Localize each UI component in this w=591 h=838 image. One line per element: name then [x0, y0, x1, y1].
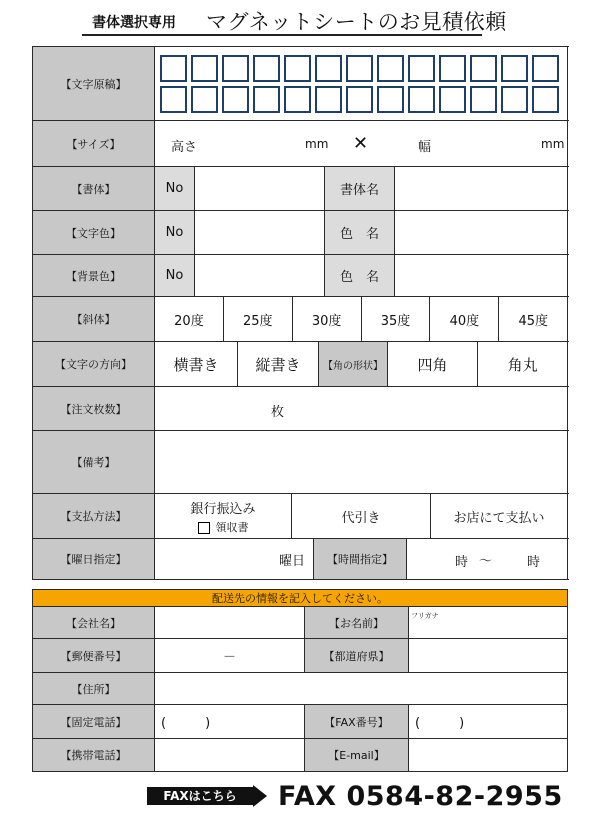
text-color-no-input[interactable]	[195, 211, 325, 255]
pay-bank: 銀行振込み	[190, 502, 256, 517]
address-label: 【住所】	[33, 673, 155, 705]
font-name-input[interactable]	[395, 167, 568, 211]
direction-label: 【文字の方向】	[33, 342, 155, 387]
italic-option[interactable]: 45度	[518, 313, 548, 329]
text-color-name-label: 色 名	[325, 211, 395, 255]
fax-input[interactable]	[409, 705, 568, 739]
phone-label: 【固定電話】	[33, 705, 155, 739]
time-tilde: ～	[479, 554, 493, 569]
arrow-right-icon	[253, 785, 267, 807]
delivery-table	[32, 589, 568, 772]
company-input[interactable]	[155, 607, 305, 639]
italic-options-cell	[155, 297, 568, 342]
time-to: 時	[527, 555, 541, 570]
email-input[interactable]	[409, 739, 568, 772]
pay-label: 【支払方法】	[33, 494, 155, 539]
corner-round[interactable]: 角丸	[507, 355, 538, 374]
prefecture-label: 【都道府県】	[305, 639, 409, 673]
header-subtitle: 書体選択専用	[92, 15, 176, 31]
corner-label: 【角の形状】	[319, 342, 388, 386]
size-height-label: 高さ	[171, 140, 198, 155]
font-no-label: No	[155, 167, 195, 211]
time-input[interactable]	[407, 539, 567, 579]
direction-corner-cell	[155, 342, 568, 387]
bg-color-name-input[interactable]	[395, 255, 568, 297]
header-title: マグネットシートのお見積依頼	[206, 10, 507, 34]
email-label: 【E-mail】	[305, 739, 409, 772]
time-label: 【時間指定】	[314, 539, 407, 579]
qty-input[interactable]	[155, 387, 568, 431]
bg-color-name-label: 色 名	[325, 255, 395, 297]
pay-bank-cell[interactable]	[155, 494, 292, 538]
company-label: 【会社名】	[33, 607, 155, 639]
title-underline	[82, 34, 482, 36]
text-char-boxes[interactable]	[155, 55, 567, 113]
font-label: 【書体】	[33, 167, 155, 211]
fax-paren: ( )	[415, 716, 465, 731]
direction-vertical[interactable]: 縦書き	[238, 342, 319, 386]
pay-store[interactable]: お店にて支払い	[453, 510, 545, 526]
font-name-label: 書体名	[325, 167, 395, 211]
fax-here-label: FAXはこちら	[147, 787, 253, 805]
qty-unit: 枚	[271, 405, 285, 420]
size-mm-1: mm	[305, 137, 329, 151]
delivery-banner: 配送先の情報を記入してください。	[33, 590, 568, 607]
size-width-label: 幅	[418, 140, 432, 155]
receipt-label: 領収書	[215, 521, 249, 534]
bg-color-no-label: No	[155, 255, 195, 297]
italic-option[interactable]: 35度	[362, 297, 431, 341]
name-label: 【お名前】	[305, 607, 409, 639]
notes-label: 【備考】	[33, 431, 155, 494]
prefecture-input[interactable]	[409, 639, 568, 673]
day-unit: 曜日	[278, 553, 305, 569]
name-input[interactable]	[409, 607, 568, 639]
postal-label: 【郵便番号】	[33, 639, 155, 673]
mobile-label: 【携帯電話】	[33, 739, 155, 772]
bg-color-no-input[interactable]	[195, 255, 325, 297]
corner-square[interactable]: 四角	[388, 342, 478, 386]
size-input[interactable]	[155, 121, 568, 167]
address-input[interactable]	[155, 673, 568, 705]
receipt-checkbox[interactable]	[198, 522, 210, 534]
fax-here-arrow	[147, 785, 269, 807]
header	[0, 4, 591, 34]
fax-label: 【FAX番号】	[305, 705, 409, 739]
text-label: 【文字原稿】	[33, 47, 155, 121]
notes-input[interactable]	[155, 431, 568, 494]
day-input[interactable]	[155, 539, 314, 579]
qty-label: 【注文枚数】	[33, 387, 155, 431]
text-color-no-label: No	[155, 211, 195, 255]
pay-cod[interactable]: 代引き	[292, 494, 431, 538]
times-icon: ✕	[353, 133, 369, 154]
italic-option[interactable]: 40度	[430, 297, 499, 341]
italic-option[interactable]: 25度	[224, 297, 293, 341]
day-label: 【曜日指定】	[33, 539, 155, 580]
pay-options-cell	[155, 494, 568, 539]
mobile-input[interactable]	[155, 739, 305, 772]
italic-option[interactable]: 30度	[293, 297, 362, 341]
phone-paren: ( )	[161, 716, 211, 731]
fax-number: FAX 0584-82-2955	[278, 781, 563, 812]
bg-color-label: 【背景色】	[33, 255, 155, 297]
text-color-name-input[interactable]	[395, 211, 568, 255]
furigana-label: フリガナ	[411, 612, 439, 620]
italic-option[interactable]: 20度	[155, 297, 224, 341]
postal-input[interactable]	[155, 639, 305, 673]
font-no-input[interactable]	[195, 167, 325, 211]
direction-horizontal[interactable]: 横書き	[155, 342, 238, 386]
order-form-table	[32, 46, 568, 580]
text-box-cell	[155, 47, 568, 121]
size-label: 【サイズ】	[33, 121, 155, 167]
time-from: 時	[455, 555, 469, 570]
size-mm-2: mm	[541, 137, 565, 151]
postal-dash: －	[222, 650, 236, 665]
italic-label: 【斜体】	[33, 297, 155, 342]
phone-input[interactable]	[155, 705, 305, 739]
day-time-cell	[155, 539, 568, 580]
text-color-label: 【文字色】	[33, 211, 155, 255]
